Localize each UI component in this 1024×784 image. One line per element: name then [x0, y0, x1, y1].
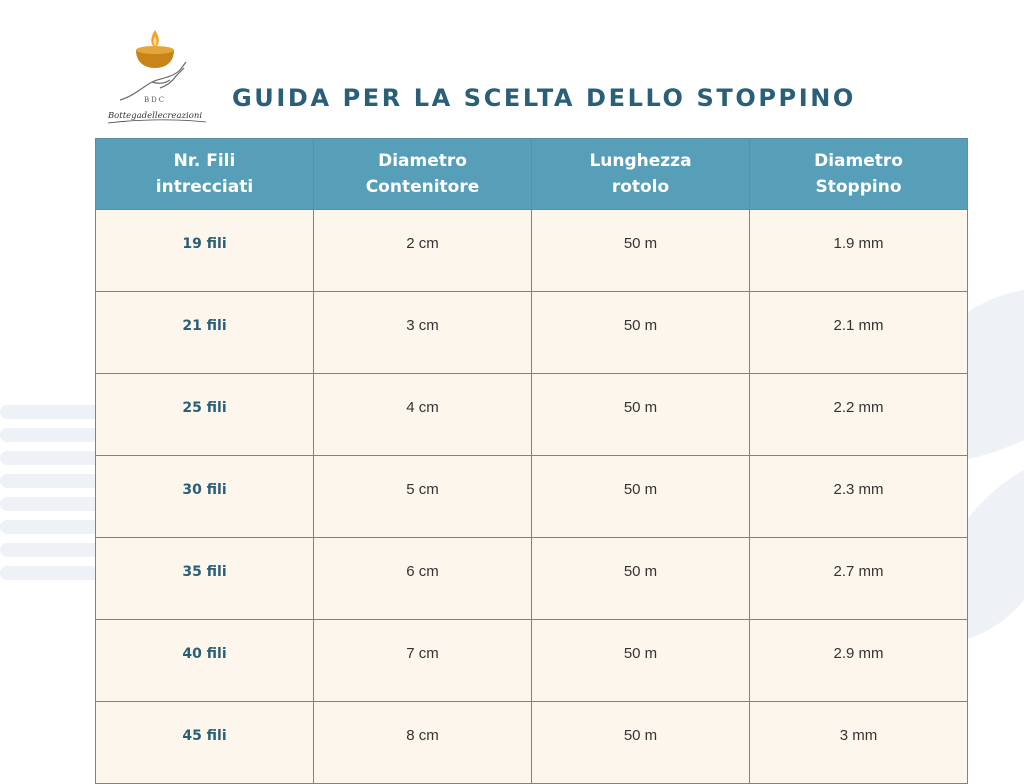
table-row [96, 374, 968, 456]
header-diametro-contenitore: Diametro Contenitore [314, 139, 532, 210]
cell-diametro-contenitore: 4 cm [314, 374, 532, 456]
cell-diametro-contenitore: 2 cm [314, 210, 532, 292]
cell-diametro-stoppino: 2.9 mm [750, 620, 968, 702]
table-row [96, 292, 968, 374]
page-title: GUIDA PER LA SCELTA DELLO STOPPINO [232, 84, 856, 112]
svg-text:Bottegadellecreazioni: Bottegadellecreazioni [107, 111, 203, 121]
cell-nr-fili: 30 fili [96, 456, 314, 538]
svg-text:BDC: BDC [143, 96, 167, 104]
cell-nr-fili: 19 fili [96, 210, 314, 292]
cell-diametro-contenitore: 3 cm [314, 292, 532, 374]
cell-lunghezza-rotolo: 50 m [532, 538, 750, 620]
header-diametro-stoppino: Diametro Stoppino [750, 139, 968, 210]
cell-diametro-stoppino: 2.1 mm [750, 292, 968, 374]
cell-nr-fili: 21 fili [96, 292, 314, 374]
cell-diametro-stoppino: 3 mm [750, 702, 968, 784]
header-nr-fili: Nr. Fili intrecciati [96, 139, 314, 210]
wick-guide-table [95, 138, 968, 784]
cell-lunghezza-rotolo: 50 m [532, 292, 750, 374]
table-row [96, 456, 968, 538]
cell-lunghezza-rotolo: 50 m [532, 374, 750, 456]
table-row [96, 210, 968, 292]
cell-diametro-contenitore: 5 cm [314, 456, 532, 538]
wick-guide-table-container [95, 138, 968, 784]
cell-nr-fili: 25 fili [96, 374, 314, 456]
cell-diametro-stoppino: 2.3 mm [750, 456, 968, 538]
table-row [96, 620, 968, 702]
cell-diametro-stoppino: 2.7 mm [750, 538, 968, 620]
cell-lunghezza-rotolo: 50 m [532, 210, 750, 292]
cell-nr-fili: 35 fili [96, 538, 314, 620]
cell-lunghezza-rotolo: 50 m [532, 456, 750, 538]
cell-diametro-contenitore: 7 cm [314, 620, 532, 702]
cell-diametro-stoppino: 2.2 mm [750, 374, 968, 456]
brand-logo [100, 22, 210, 132]
candle-hand-logo-icon [100, 22, 210, 132]
header-lunghezza-rotolo: Lunghezza rotolo [532, 139, 750, 210]
cell-diametro-contenitore: 8 cm [314, 702, 532, 784]
cell-lunghezza-rotolo: 50 m [532, 702, 750, 784]
table-row [96, 702, 968, 784]
table-row [96, 538, 968, 620]
cell-diametro-stoppino: 1.9 mm [750, 210, 968, 292]
cell-lunghezza-rotolo: 50 m [532, 620, 750, 702]
cell-nr-fili: 45 fili [96, 702, 314, 784]
cell-diametro-contenitore: 6 cm [314, 538, 532, 620]
cell-nr-fili: 40 fili [96, 620, 314, 702]
table-header-row [96, 139, 968, 210]
